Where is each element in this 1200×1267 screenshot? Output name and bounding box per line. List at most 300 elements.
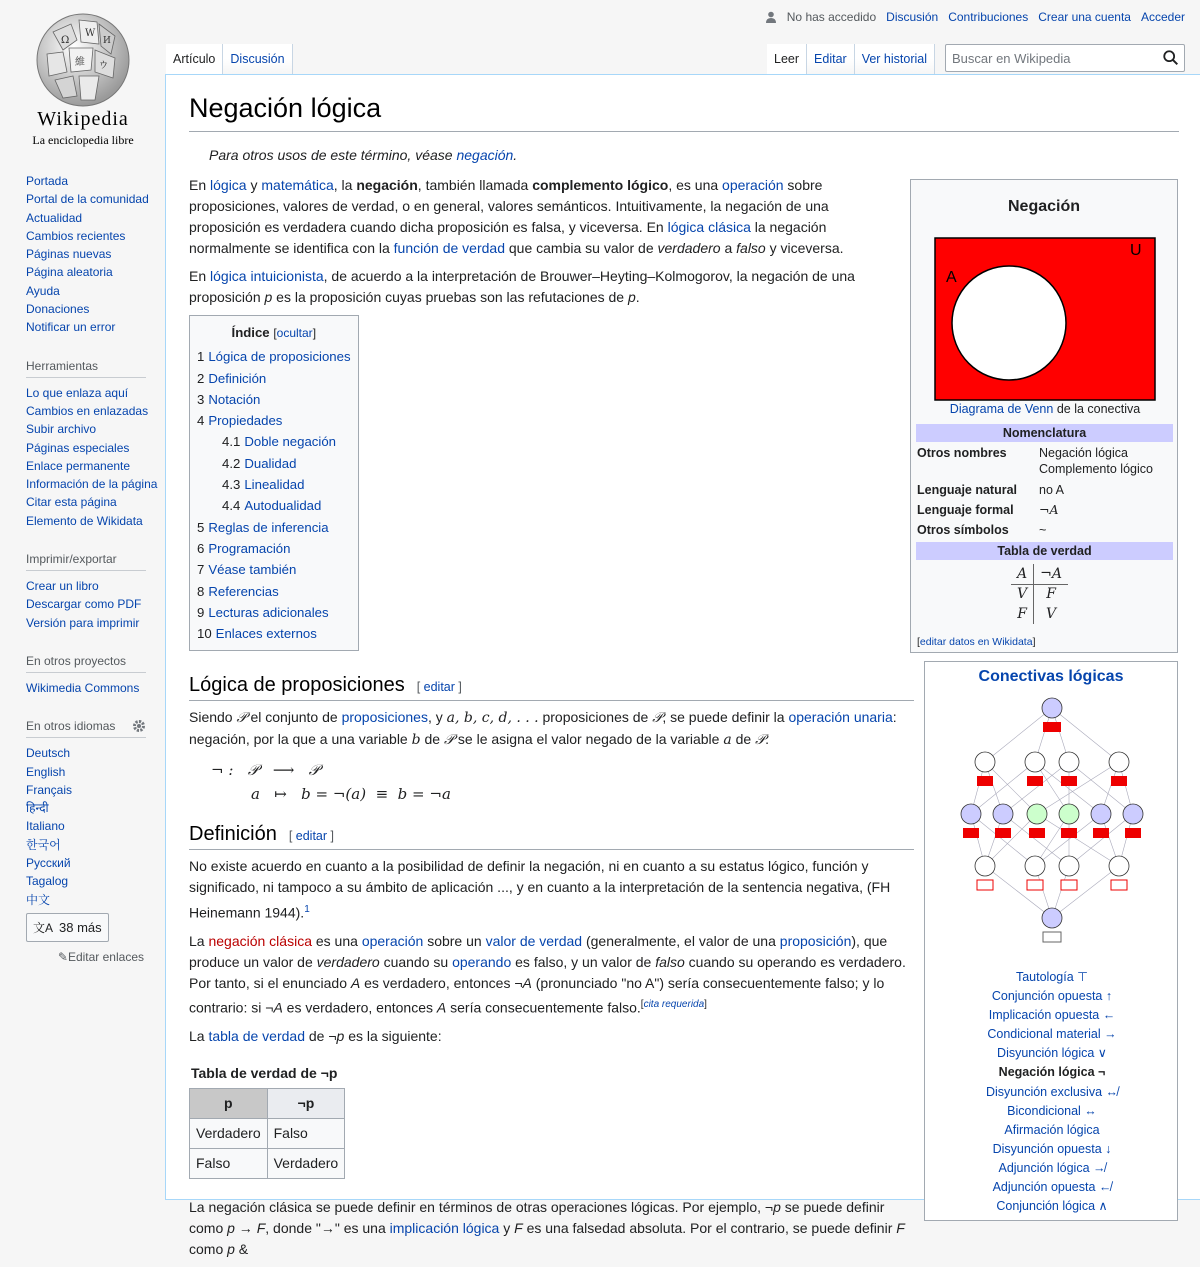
link-funcion-de-verdad[interactable]: función de verdad — [393, 240, 505, 256]
sidebar-language-item[interactable]: Français — [26, 782, 73, 797]
create-account-link[interactable]: Crear una cuenta — [1038, 10, 1131, 24]
toc-number: 1 — [197, 349, 205, 365]
truth-cell: V — [1011, 584, 1034, 604]
sidebar-language-row — [26, 799, 158, 817]
formula-line: ¬ : 𝒫 ⟶ 𝒫 — [211, 761, 320, 780]
sidebar — [26, 172, 158, 964]
personal-tools — [765, 10, 1185, 24]
connectives-lattice-diagram[interactable] — [957, 696, 1147, 962]
truth-cell: A — [1011, 564, 1034, 584]
truth-cell: ¬A — [1034, 564, 1068, 584]
hatnote: Para otros usos de este término, véase negación. — [209, 147, 518, 163]
toc-number: 4.1 — [222, 434, 241, 450]
sidebar-tools-item[interactable]: Subir archivo — [26, 422, 97, 437]
math: 𝒫 — [755, 731, 766, 748]
text: es verdadero, entonces ¬ — [360, 975, 523, 992]
namespace-tabs — [166, 44, 293, 74]
title-divider — [189, 131, 1179, 132]
text: La negación clásica se puede definir en términos de otras operaciones lógicas. Por ejemplo, ¬ — [189, 1198, 774, 1215]
link-logica-intuicionista[interactable]: lógica intuicionista — [210, 268, 324, 284]
toc-link[interactable]: Propiedades — [208, 413, 283, 429]
toc-toggle-link[interactable]: ocultar — [276, 326, 313, 340]
text: & — [234, 1240, 249, 1257]
toc-number: 6 — [197, 540, 205, 556]
toc-link[interactable]: Referencias — [208, 583, 279, 599]
tools-navigation — [26, 384, 158, 530]
value-line: Negación lógica — [1039, 446, 1128, 460]
sidebar-tools-item[interactable]: Elemento de Wikidata — [26, 513, 143, 528]
sidebar-language-item[interactable]: Русский — [26, 856, 71, 871]
link-operacion[interactable]: operación — [722, 177, 784, 193]
text: cuando su — [379, 954, 453, 971]
infobox-truth-table — [1011, 564, 1068, 624]
infobox-title: Negación — [1007, 198, 1080, 215]
toc-item[interactable] — [197, 495, 351, 516]
math: a — [723, 732, 732, 749]
italic-term: falso — [736, 240, 766, 256]
sidebar-nav-row — [26, 172, 158, 190]
math: a, b, c, d, . . . — [446, 710, 539, 727]
article-body — [189, 145, 914, 1267]
text: sobre proposiciones, valores de verdad, o en general, valores semánticos. Intuitivamente, la negación de una proposición es verdadera cuando dicha proposición es falsa, y viceversa. En — [189, 177, 829, 235]
gear-icon[interactable] — [132, 719, 146, 733]
toc-item[interactable] — [197, 410, 351, 431]
toc-link[interactable]: Definición — [208, 370, 267, 386]
search-icon[interactable] — [1162, 49, 1180, 67]
toc-link[interactable]: Doble negación — [244, 434, 336, 450]
sidebar-tools-row — [26, 384, 158, 402]
row-value — [1039, 445, 1153, 477]
edit-wikidata-link[interactable]: editar datos en Wikidata — [919, 636, 1033, 648]
svg-text:И: И — [103, 36, 111, 46]
hatnote-text: Para otros usos de este término, véase — [209, 147, 457, 163]
text: y — [499, 1219, 515, 1236]
logical-connectives-navbox — [924, 661, 1178, 1221]
toc-title — [197, 322, 351, 344]
toc-item[interactable] — [197, 602, 351, 623]
toc-link[interactable]: Programación — [208, 540, 291, 556]
infobox-row — [917, 445, 1173, 479]
navbox-link: Negación lógica ¬ — [998, 1065, 1106, 1080]
row-key: Otros símbolos — [917, 523, 1009, 537]
sidebar-nav-item[interactable]: Cambios recientes — [26, 228, 126, 243]
talk-link[interactable]: Discusión — [886, 10, 939, 24]
edit-links-label: Editar enlaces — [67, 949, 144, 964]
text: (generalmente, el valor de una — [582, 933, 780, 950]
toc-number: 9 — [197, 604, 205, 620]
toc-link[interactable]: Enlaces externos — [215, 626, 317, 642]
toc-number: 10 — [197, 626, 212, 642]
sidebar-tools-row — [26, 512, 158, 530]
sidebar-language-item[interactable]: हिन्दी — [26, 801, 49, 816]
toc-number: 4.3 — [222, 477, 241, 493]
navbox-row — [925, 1006, 1179, 1025]
text: . — [635, 289, 640, 305]
citation-needed-link[interactable]: cita requerida — [643, 999, 705, 1011]
row-key: Lenguaje formal — [917, 503, 1014, 517]
sidebar-tools-item[interactable]: Cambios en enlazadas — [26, 403, 149, 418]
sidebar-nav-item[interactable]: Actualidad — [26, 210, 83, 225]
text: , la — [333, 177, 357, 193]
print-navigation — [26, 577, 158, 632]
truth-table-cell: Falso — [190, 1148, 268, 1178]
link-matematica[interactable]: matemática — [261, 177, 334, 193]
truth-table — [189, 1063, 345, 1179]
navbox-row — [925, 1140, 1179, 1159]
sidebar-nav-item[interactable]: Ayuda — [26, 283, 60, 298]
sidebar-language-row — [26, 781, 158, 799]
toc-number: 8 — [197, 583, 205, 599]
toc-link[interactable]: Lógica de proposiciones — [208, 349, 351, 365]
sidebar-nav-item[interactable]: Página aleatoria — [26, 265, 113, 280]
truth-cell: F — [1046, 586, 1056, 603]
text: que cambia su valor de — [504, 240, 658, 256]
toc-link[interactable]: Reglas de inferencia — [208, 519, 329, 535]
page-title: Negación lógica — [189, 93, 382, 123]
toc-link[interactable]: Véase también — [208, 562, 297, 578]
truth-cell: F — [1011, 604, 1034, 624]
navbox-link[interactable]: Bicondicional ↔ — [1007, 1103, 1097, 1118]
navbox-link[interactable]: Adjunción lógica ↛ — [998, 1160, 1106, 1175]
sidebar-language-item[interactable]: Deutsch — [26, 746, 71, 761]
row-key: Otros nombres — [917, 446, 1007, 460]
content-area — [165, 74, 1200, 1257]
link-proposicion[interactable]: proposición — [779, 933, 852, 950]
edit-section-link[interactable]: editar — [295, 829, 328, 844]
math: b — [411, 732, 421, 749]
venn-label-a: A — [946, 269, 957, 286]
formula-line: a ↦ b = ¬(a) ≡ b = ¬a — [251, 785, 451, 804]
wikipedia-logo[interactable] — [18, 10, 148, 150]
login-link[interactable]: Acceder — [1140, 10, 1185, 24]
table-of-contents — [189, 315, 359, 651]
text: En — [189, 177, 211, 193]
navbox-link[interactable]: Disyunción lógica ∨ — [997, 1046, 1107, 1061]
text: ), que produce un valor de — [189, 933, 888, 971]
math: 𝒫 — [443, 731, 455, 748]
toc-toggle[interactable]: [ocultar] — [273, 326, 317, 340]
toc-item[interactable] — [197, 346, 351, 367]
tab-read[interactable]: Leer — [767, 44, 807, 74]
text: La — [189, 1027, 209, 1044]
text: sobre un — [423, 933, 486, 950]
text: es la proposición cuyas pruebas son las refutaciones de — [272, 289, 628, 305]
toc-list — [197, 346, 351, 644]
italic-var: F — [514, 1219, 523, 1236]
navbox-link[interactable]: Disyunción opuesta ↓ — [992, 1141, 1112, 1156]
truth-table-cell: Verdadero — [190, 1118, 268, 1148]
sidebar-language-row — [26, 744, 158, 762]
link-operacion[interactable]: operación — [361, 933, 424, 950]
venn-set-a — [952, 266, 1066, 380]
sidebar-language-row — [26, 891, 158, 909]
text: proposiciones de — [538, 709, 653, 726]
truth-cell: V — [1045, 606, 1057, 622]
navbox-row — [925, 1102, 1179, 1121]
text: , y — [427, 709, 447, 726]
toc-item[interactable] — [197, 623, 351, 644]
text: En — [189, 268, 211, 284]
sidebar-projects-row — [26, 679, 158, 697]
navbox-row — [925, 1083, 1179, 1102]
sidebar-language-item[interactable]: 한국어 — [26, 837, 61, 852]
sidebar-language-row — [26, 854, 158, 872]
truth-table-intro — [189, 1026, 914, 1047]
italic-var: F — [256, 1219, 266, 1236]
sidebar-tools-item[interactable]: Enlace permanente — [26, 458, 131, 473]
sidebar-language-item[interactable]: 中文 — [26, 892, 51, 907]
tab-history[interactable]: Ver historial — [855, 44, 935, 74]
text: Siendo — [189, 709, 237, 726]
sidebar-tools-row — [26, 439, 158, 457]
truth-table-caption: Tabla de verdad de ¬p — [191, 1064, 338, 1081]
tab-talk[interactable]: Discusión — [223, 44, 292, 74]
languages-heading — [26, 719, 146, 738]
svg-text:W: W — [85, 28, 96, 39]
nomenclature-header: Nomenclatura — [916, 424, 1173, 442]
text: es una falsedad absoluta. Por el contrario, se puede definir — [522, 1219, 897, 1236]
link-logica[interactable]: lógica — [210, 177, 247, 193]
main-navigation — [26, 172, 158, 337]
more-languages-button[interactable] — [26, 913, 109, 942]
sidebar-tools-row — [26, 457, 158, 475]
sidebar-print-item[interactable]: Descargar como PDF — [26, 597, 142, 612]
text: es una — [311, 933, 362, 950]
toc-link[interactable]: Linealidad — [244, 477, 305, 493]
sidebar-language-row — [26, 763, 158, 781]
toc-number: 4 — [197, 413, 205, 429]
sidebar-print-item[interactable]: Versión para imprimir — [26, 615, 140, 630]
redlink-negacion-clasica[interactable]: negación clásica — [208, 933, 312, 950]
languages-navigation — [26, 744, 158, 909]
toc-number: 3 — [197, 391, 205, 407]
text: es verdadero, entonces — [282, 999, 437, 1016]
toc-item[interactable] — [197, 474, 351, 495]
sidebar-nav-row — [26, 245, 158, 263]
navbox-row — [925, 1197, 1179, 1216]
italic-var: A — [350, 975, 361, 992]
definition-paragraph — [189, 856, 914, 924]
search-placeholder: Buscar en Wikipedia — [952, 50, 1071, 66]
toc-number: 2 — [197, 370, 205, 386]
edit-links[interactable] — [26, 950, 144, 964]
row-value: ¬A — [1039, 502, 1059, 517]
toc-item[interactable] — [197, 538, 351, 559]
sidebar-language-row — [26, 817, 158, 835]
toc-number: 4.2 — [222, 455, 241, 471]
infobox-caption — [911, 402, 1179, 416]
sidebar-nav-item[interactable]: Notificar un error — [26, 320, 116, 335]
text: cuando su operando es verdadero. Por tanto, si el enunciado — [189, 954, 906, 992]
italic-var: p — [227, 1240, 235, 1257]
truth-table-header: ¬p — [267, 1088, 345, 1118]
navbox-list — [925, 968, 1179, 1216]
wikidata-edit: [editar datos en Wikidata] — [917, 636, 1036, 648]
toc-link[interactable]: Notación — [208, 391, 261, 407]
italic-var: p — [264, 289, 273, 305]
projects-heading: En otros proyectos — [26, 654, 146, 673]
truth-table-cell: Falso — [267, 1118, 345, 1148]
sidebar-projects-item[interactable]: Wikimedia Commons — [26, 680, 140, 695]
sidebar-print-item[interactable]: Crear un libro — [26, 579, 99, 594]
italic-var: p — [627, 289, 636, 305]
navbox-link[interactable]: Conjunción lógica ∧ — [996, 1199, 1108, 1214]
link-valor-de-verdad[interactable]: valor de verdad — [485, 933, 583, 950]
text: , también llamada — [417, 177, 533, 193]
text: se le asigna el valor negado de la variable — [454, 731, 724, 748]
sidebar-nav-item[interactable]: Portal de la comunidad — [26, 192, 149, 207]
italic-term: verdadero — [657, 240, 721, 256]
italic-var: A — [436, 999, 447, 1016]
classical-paragraph: La negación clásica es una operación sobre un valor de verdad (generalmente, el valor de una proposición), que produce un valor de verdadero cuando su operando es falso, y un valor de falso cuando su operando es verdadero. Por tanto, si el enunciado A es verdadero, entonces ¬A (pronunciado "no A") sería consecuentemente falso; y lo contrario: si ¬A es verdadero, entonces A sería consecuentemente falso.[cita requerida] — [189, 933, 906, 1016]
text: , donde "→" es una — [265, 1219, 390, 1236]
sidebar-language-row — [26, 836, 158, 854]
sidebar-print-row — [26, 595, 158, 613]
toc-link[interactable]: Autodualidad — [244, 498, 322, 514]
link-operando[interactable]: operando — [452, 954, 512, 971]
italic-var: A — [522, 975, 532, 992]
sidebar-nav-item[interactable]: Portada — [26, 174, 69, 188]
sidebar-tools-item[interactable]: Información de la página — [26, 477, 158, 492]
sidebar-tools-item[interactable]: Citar esta página — [26, 495, 117, 510]
math: 𝒫 — [652, 709, 663, 726]
navbox-link[interactable]: Adjunción opuesta ↚ — [992, 1180, 1112, 1195]
definitions-paragraph — [189, 1197, 914, 1260]
toc-item[interactable] — [197, 559, 351, 580]
navbox-link[interactable]: Implicación opuesta ← — [988, 1008, 1116, 1023]
infobox — [910, 179, 1178, 653]
sidebar-nav-row — [26, 263, 158, 281]
sidebar-nav-row — [26, 209, 158, 227]
text: se puede definir como — [189, 1198, 885, 1236]
section-title: Definición — [189, 823, 277, 846]
translate-icon: 文A — [33, 920, 54, 935]
pencil-icon: ✎ — [57, 949, 68, 964]
toc-link[interactable]: Lecturas adicionales — [208, 604, 329, 620]
tools-heading: Herramientas — [26, 359, 146, 378]
text: , se puede definir la — [662, 709, 789, 726]
sidebar-tools-item[interactable]: Páginas especiales — [26, 440, 130, 455]
sidebar-language-item[interactable]: Italiano — [26, 819, 65, 834]
bold-term: negación — [356, 177, 418, 193]
text: como — [189, 1240, 228, 1257]
text: de — [731, 731, 756, 748]
text: y viceversa. — [765, 240, 844, 256]
toc-number: 7 — [197, 562, 205, 578]
search-input[interactable] — [945, 44, 1185, 72]
link-tabla-de-verdad[interactable]: tabla de verdad — [208, 1027, 305, 1044]
hatnote-link[interactable]: negación — [456, 147, 514, 163]
propositions-paragraph — [189, 707, 914, 751]
text: La — [189, 933, 209, 950]
venn-diagram-link[interactable]: Diagrama de Venn — [949, 402, 1054, 416]
link-operacion-unaria[interactable]: operación unaria — [788, 709, 893, 726]
toc-heading: Índice — [231, 325, 270, 340]
print-heading: Imprimir/exportar — [26, 552, 146, 571]
text: el conjunto de — [246, 709, 342, 726]
navbox-row — [925, 1044, 1179, 1063]
text: es la siguiente: — [344, 1027, 442, 1044]
venn-diagram[interactable] — [934, 237, 1156, 401]
navbox-link[interactable]: Disyunción exclusiva ↮ — [986, 1084, 1118, 1099]
navbox-row — [925, 968, 1179, 987]
contributions-link[interactable]: Contribuciones — [948, 10, 1029, 24]
navbox-link[interactable]: Conjunción opuesta ↑ — [991, 989, 1113, 1004]
more-languages-label: 38 más — [59, 919, 102, 935]
italic-term: verdadero — [316, 954, 380, 971]
italic-var: A — [273, 999, 283, 1016]
toc-item[interactable] — [197, 368, 351, 389]
sidebar-tools-row — [26, 420, 158, 438]
sidebar-nav-row — [26, 227, 158, 245]
sidebar-tools-row — [26, 493, 158, 511]
tab-article[interactable]: Artículo — [166, 44, 223, 74]
truth-table-cell: Verdadero — [267, 1148, 345, 1178]
math: 𝒫 — [236, 709, 247, 726]
sidebar-print-row — [26, 614, 158, 632]
text: (pronunciado "no A") sería consecuentemente falso; y lo contrario: si ¬ — [189, 975, 885, 1016]
link-proposiciones[interactable]: proposiciones — [341, 709, 428, 726]
text: a — [720, 240, 737, 256]
toc-number: 5 — [197, 519, 205, 535]
link-logica-clasica[interactable]: lógica clásica — [667, 219, 751, 235]
navbox-link[interactable]: Condicional material → — [987, 1027, 1117, 1042]
sidebar-tools-item[interactable]: Lo que enlaza aquí — [26, 385, 129, 400]
toc-item[interactable] — [197, 517, 351, 538]
toc-link[interactable]: Dualidad — [244, 455, 297, 471]
section-edit: [ editar ] — [288, 829, 335, 844]
text: de — [420, 731, 444, 748]
row-value: ~ — [1039, 523, 1047, 537]
sidebar-language-item[interactable]: Tagalog — [26, 874, 69, 889]
intro-paragraph — [189, 175, 896, 259]
sidebar-nav-item[interactable]: Donaciones — [26, 302, 90, 317]
italic-var: p — [227, 1219, 235, 1236]
tab-edit[interactable]: Editar — [807, 44, 855, 74]
languages-heading-label: En otros idiomas — [26, 719, 116, 734]
sidebar-print-row — [26, 577, 158, 595]
navbox-title[interactable]: Conectivas lógicas — [978, 668, 1124, 685]
italic-var: F — [896, 1219, 905, 1236]
edit-section-link[interactable]: editar — [423, 680, 455, 695]
text: y — [246, 177, 262, 193]
lattice-nodes — [961, 698, 1143, 942]
reference-link[interactable]: 1 — [304, 904, 310, 916]
italic-var: p — [336, 1027, 345, 1044]
navbox-link[interactable]: Afirmación lógica — [1004, 1122, 1100, 1137]
text: es falso, y un valor de — [511, 954, 656, 971]
row-key: Lenguaje natural — [917, 483, 1018, 497]
navbox-link[interactable]: Tautología ⊤ — [1015, 970, 1089, 984]
section-heading — [189, 675, 914, 701]
link-implicacion-logica[interactable]: implicación lógica — [389, 1219, 500, 1236]
sidebar-nav-row — [26, 190, 158, 208]
bold-term: complemento lógico — [532, 177, 669, 193]
projects-navigation — [26, 679, 158, 697]
sidebar-nav-row — [26, 282, 158, 300]
globe-icon — [33, 10, 133, 110]
sidebar-tools-row — [26, 475, 158, 493]
toc-item[interactable] — [197, 581, 351, 602]
sidebar-nav-item[interactable]: Páginas nuevas — [26, 247, 112, 262]
toc-item[interactable] — [197, 453, 351, 474]
toc-item[interactable] — [197, 389, 351, 410]
text: : negación, por la que a una variable — [189, 709, 897, 748]
toc-item[interactable] — [197, 431, 351, 452]
sidebar-language-item[interactable]: English — [26, 764, 66, 779]
italic-term: falso — [655, 954, 685, 971]
navbox-row — [925, 1063, 1179, 1082]
